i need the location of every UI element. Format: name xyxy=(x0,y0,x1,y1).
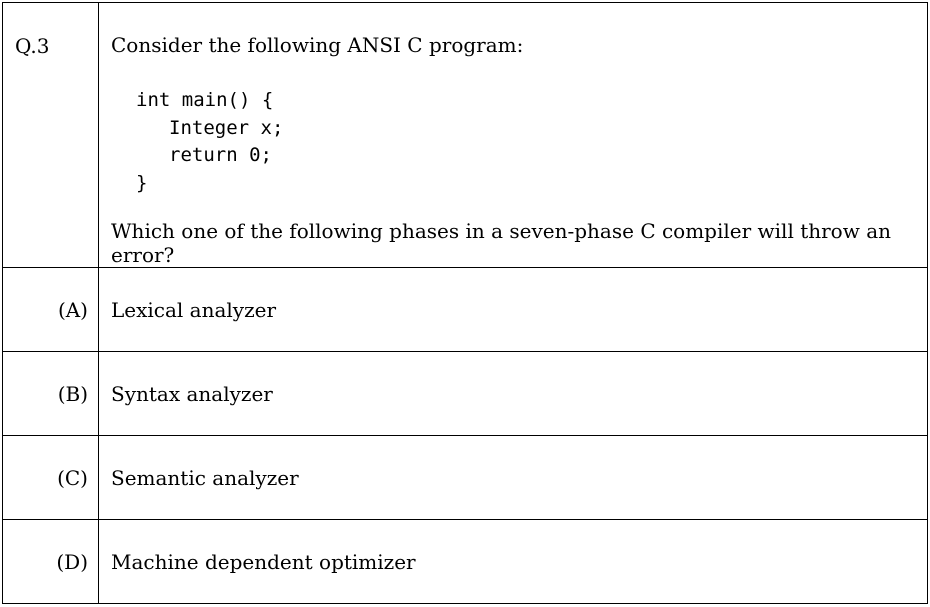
code-line: return 0; xyxy=(169,144,272,166)
code-line: } xyxy=(136,171,148,194)
code-line: Integer x; xyxy=(169,116,284,139)
option-row-a[interactable] xyxy=(3,268,928,352)
option-label: (A) xyxy=(3,268,99,352)
option-row-d[interactable] xyxy=(3,520,928,604)
option-label: (C) xyxy=(3,436,99,520)
option-label: (B) xyxy=(3,352,99,436)
question-number: Q.3 xyxy=(3,3,99,268)
option-text: Lexical analyzer xyxy=(99,268,928,352)
option-text: Semantic analyzer xyxy=(99,436,928,520)
option-label: (D) xyxy=(3,520,99,604)
question-table xyxy=(2,2,928,604)
code-line: int main() { xyxy=(136,89,274,111)
question-prompt: Which one of the following phases in a seven-phase C compiler will throw an error? xyxy=(111,219,891,267)
code-block xyxy=(136,87,927,197)
option-text: Syntax analyzer xyxy=(99,352,928,436)
option-row-b[interactable] xyxy=(3,352,928,436)
option-row-c[interactable] xyxy=(3,436,928,520)
question-intro: Consider the following ANSI C program: xyxy=(111,33,524,57)
option-text: Machine dependent optimizer xyxy=(99,520,928,604)
question-stem xyxy=(99,3,928,268)
question-row xyxy=(3,3,928,268)
